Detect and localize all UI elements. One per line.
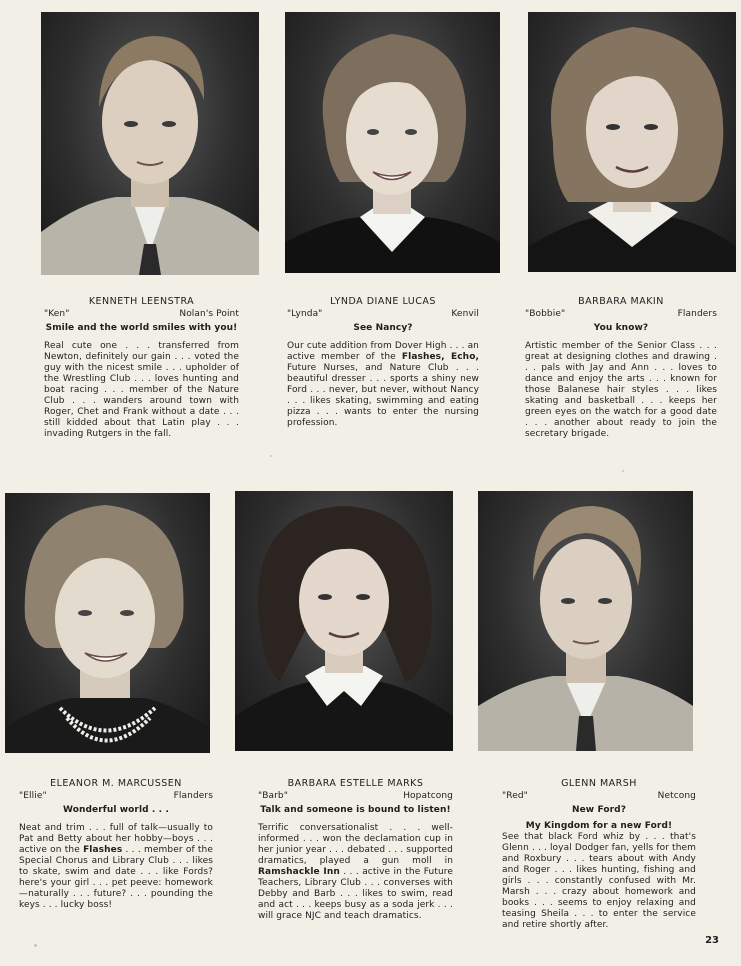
senior-name: LYNDA DIANE LUCAS (330, 296, 436, 307)
portrait-boy-icon (41, 12, 259, 275)
senior-nickname: "Ellie" (19, 791, 47, 801)
senior-motto: Talk and someone is bound to listen! (260, 805, 451, 815)
senior-hometown: Flanders (173, 791, 213, 801)
portrait-girl-icon (5, 493, 210, 753)
photo-kenneth-leenstra (41, 12, 259, 275)
senior-entry (19, 778, 213, 911)
photo-barbara-makin (528, 12, 736, 272)
senior-hometown: Nolan's Point (179, 309, 239, 319)
senior-entry (287, 296, 479, 429)
senior-nickname: "Red" (502, 791, 528, 801)
senior-name: BARBARA ESTELLE MARKS (287, 778, 424, 789)
portrait-girl-icon (528, 12, 736, 272)
senior-nickname: "Lynda" (287, 309, 323, 319)
senior-bio: Real cute one . . . transferred from Newton, definitely our gain . . . voted the guy with the nicest smile . . . upholder of the Wrestling Club . . . loves hunting and boat racing . . . member of the Nature Club . . . wanders around town with Roger, Chet and Frank without a date . . . still kidded about that Latin play . . . invading Rutgers in the fall. (44, 341, 239, 439)
senior-nickname: "Bobbie" (525, 309, 566, 319)
senior-hometown: Netcong (657, 791, 696, 801)
senior-motto: See Nancy? (353, 323, 413, 333)
senior-name: BARBARA MAKIN (578, 296, 664, 307)
paper-speck (270, 455, 272, 457)
senior-entry (502, 778, 696, 931)
senior-entry (258, 778, 453, 922)
senior-entry (44, 296, 239, 440)
senior-meta (525, 309, 717, 320)
senior-meta (502, 791, 696, 802)
senior-hometown: Kenvil (451, 309, 479, 319)
page-number: 23 (705, 935, 719, 946)
photo-glenn-marsh (478, 491, 693, 751)
portrait-girl-icon (235, 491, 453, 751)
senior-bio: Neat and trim . . . full of talk—usually to Pat and Betty about her hobby—boys . . . active on the Flashes . . . member of the Special Chorus and Library Club . . . likes to skate, swim and date . . . like Fords? here's your girl . . . pet peeve: homework—naturally . . . future? . . . pounding the keys . . . lucky boss! (19, 823, 213, 910)
paper-speck (34, 944, 37, 947)
photo-barbara-marks (235, 491, 453, 751)
senior-nickname: "Ken" (44, 309, 70, 319)
photo-eleanor-marcussen (5, 493, 210, 753)
senior-name: KENNETH LEENSTRA (88, 296, 195, 307)
senior-bio: Our cute addition from Dover High . . . an active member of the Flashes, Echo, Future Nurses, and Nature Club . . . beautiful dresser . . . sports a shiny new Ford . . . never, but never, without Nancy . . . likes skating, swimming and eating pizza . . . wants to enter the nursing profession. (287, 341, 479, 428)
photo-lynda-lucas (285, 12, 500, 273)
senior-motto: You know? (593, 323, 649, 333)
senior-meta (19, 791, 213, 802)
senior-meta (44, 309, 239, 320)
senior-name: GLENN MARSH (561, 778, 637, 789)
senior-meta (258, 791, 453, 802)
paper-speck (622, 470, 624, 472)
senior-bio: Terrific conversationalist . . . well-informed . . . won the declamation cup in her junior year . . . debated . . . supported dramatics, played a gun moll in Ramshackle Inn . . . active in the Future Teachers, Library Club . . . converses with Debby and Barb . . . likes to swim, read and act . . . keeps busy as a soda jerk . . . will grace NJC and teach dramatics. (258, 823, 453, 921)
senior-hometown: Hopatcong (403, 791, 453, 801)
senior-bio: Artistic member of the Senior Class . . . great at designing clothes and drawing . . . pals with Jay and Ann . . . loves to dance and enjoy the arts . . . known for those Balanese hair styles . . . likes skating and basketball . . . keeps her green eyes on the watch for a good date . . . another about ready to join the secretary brigade. (525, 341, 717, 439)
senior-meta (287, 309, 479, 320)
senior-motto: New Ford? (571, 805, 627, 815)
senior-nickname: "Barb" (258, 791, 288, 801)
senior-motto-secondary: My Kingdom for a new Ford! (525, 821, 673, 831)
senior-hometown: Flanders (677, 309, 717, 319)
senior-name: ELEANOR M. MARCUSSEN (50, 778, 182, 789)
portrait-boy-icon (478, 491, 693, 751)
senior-bio: See that black Ford whiz by . . . that's Glenn . . . loyal Dodger fan, yells for them and Roxbury . . . tears about with Andy and Roger . . . likes hunting, fishing and girls . . . constantly confused with Mr. Marsh . . . crazy about homework and books . . . seems to enjoy relaxing and teasing Sheila . . . to enter the service and retire shortly after. (502, 832, 696, 930)
portrait-girl-icon (285, 12, 500, 273)
senior-motto: Smile and the world smiles with you! (45, 323, 238, 333)
senior-entry (525, 296, 717, 440)
senior-motto: Wonderful world . . . (63, 805, 169, 815)
